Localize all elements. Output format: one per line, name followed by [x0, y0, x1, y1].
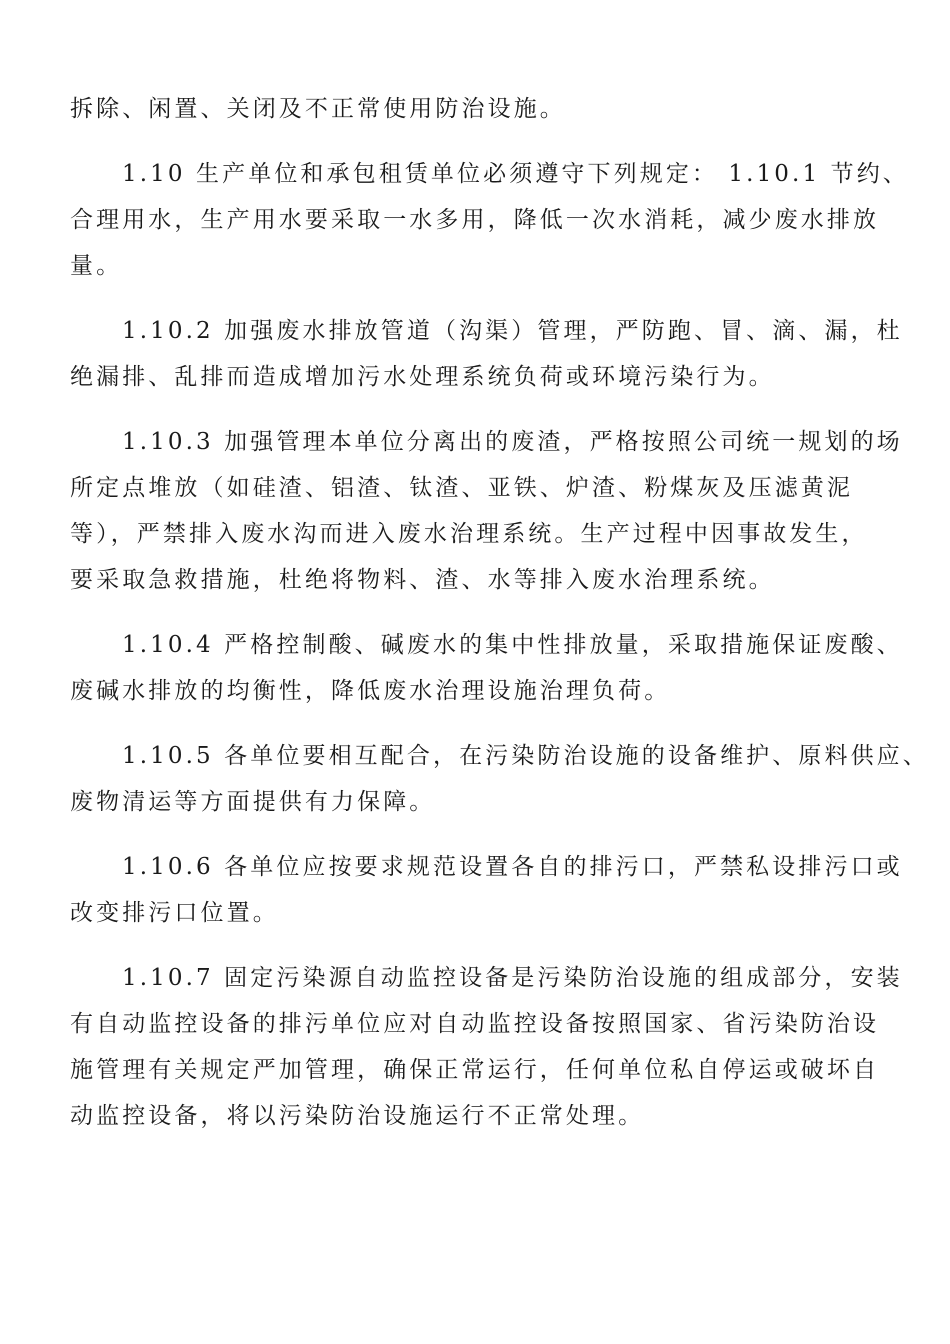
text-line: 1.10.4 严格控制酸、碱废水的集中性排放量，采取措施保证废酸、	[122, 632, 903, 658]
paragraph-1-10-6	[70, 844, 903, 936]
text-line: 要采取急救措施，杜绝将物料、渣、水等排入废水治理系统。	[70, 567, 775, 593]
text-line: 绝漏排、乱排而造成增加污水处理系统负荷或环境污染行为。	[70, 364, 775, 390]
paragraph-1-10-5	[70, 733, 929, 825]
paragraph-continuation	[70, 86, 900, 132]
paragraph-1-10-4	[70, 622, 903, 714]
text-line: 废碱水排放的均衡性，降低废水治理设施治理负荷。	[70, 678, 671, 704]
text-line: 拆除、闲置、关闭及不正常使用防治设施。	[70, 96, 566, 122]
text-line: 动监控设备，将以污染防治设施运行不正常处理。	[70, 1103, 645, 1129]
text-line: 等），严禁排入废水沟而进入废水治理系统。生产过程中因事故发生，	[70, 521, 868, 547]
text-line: 合理用水，生产用水要采取一水多用，降低一次水消耗，减少废水排放	[70, 207, 880, 233]
text-line: 量。	[70, 253, 123, 279]
text-line: 1.10.2 加强废水排放管道（沟渠）管理，严防跑、冒、滴、漏，杜	[122, 318, 903, 344]
paragraph-1-10-2	[70, 308, 903, 400]
text-line: 所定点堆放（如硅渣、铝渣、钛渣、亚铁、炉渣、粉煤灰及压滤黄泥	[70, 475, 853, 501]
text-line: 1.10.5 各单位要相互配合，在污染防治设施的设备维护、原料供应、	[122, 743, 929, 769]
document-body	[70, 86, 929, 1139]
text-line: 1.10.3 加强管理本单位分离出的废渣，严格按照公司统一规划的场	[122, 429, 903, 455]
text-line: 1.10 生产单位和承包租赁单位必须遵守下列规定： 1.10.1 节约、	[122, 161, 909, 187]
paragraph-1-10	[70, 151, 909, 289]
text-line: 施管理有关规定严加管理，确保正常运行，任何单位私自停运或破坏自	[70, 1057, 880, 1083]
text-line: 有自动监控设备的排污单位应对自动监控设备按照国家、省污染防治设	[70, 1011, 880, 1037]
paragraph-1-10-3	[70, 419, 903, 603]
text-line: 改变排污口位置。	[70, 900, 279, 926]
text-line: 1.10.7 固定污染源自动监控设备是污染防治设施的组成部分，安装	[122, 965, 903, 991]
text-line: 1.10.6 各单位应按要求规范设置各自的排污口，严禁私设排污口或	[122, 854, 903, 880]
paragraph-1-10-7	[70, 955, 903, 1139]
text-line: 废物清运等方面提供有力保障。	[70, 789, 436, 815]
